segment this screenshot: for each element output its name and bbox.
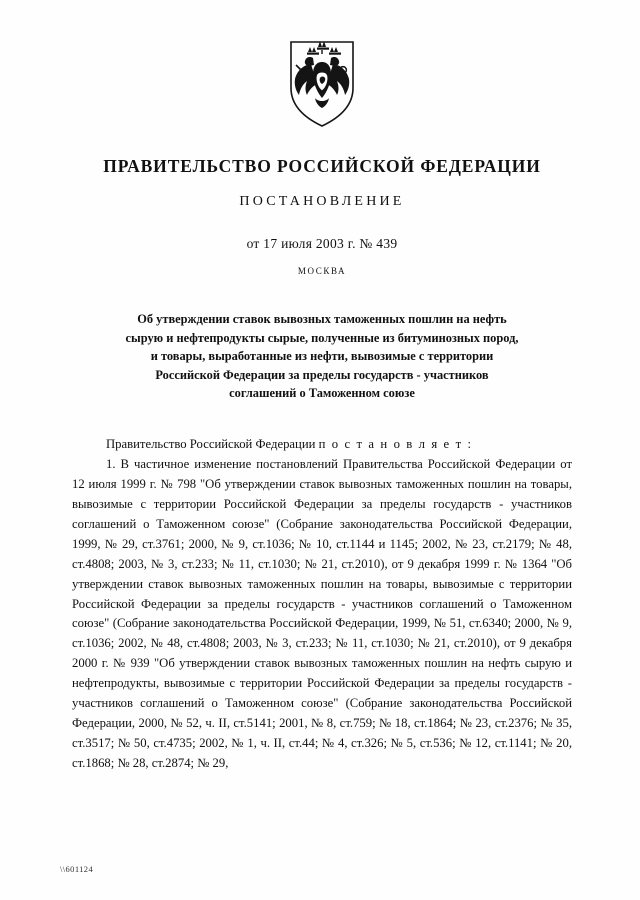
intro-prefix: Правительство Российской Федерации — [106, 437, 319, 452]
intro-verb: п о с т а н о в л я е т : — [318, 437, 473, 452]
footer-code: \\601124 — [60, 864, 94, 874]
document-body — [72, 435, 572, 774]
emblem-container — [72, 38, 572, 138]
document-subject — [72, 310, 572, 403]
document-number: от 17 июля 2003 г. № 439 — [246, 236, 398, 251]
government-title: ПРАВИТЕЛЬСТВО РОССИЙСКОЙ ФЕДЕРАЦИИ — [103, 156, 541, 176]
subject-line: Об утверждении ставок вывозных таможенных пошлин на нефть — [137, 312, 507, 326]
subject-line: соглашений о Таможенном союзе — [229, 386, 415, 401]
intro-paragraph — [72, 435, 572, 455]
russian-coat-of-arms-icon — [285, 38, 359, 130]
subject-line: сырую и нефтепродукты сырые, полученные из битуминозных пород, — [125, 330, 519, 345]
subject-line: Российской Федерации за пределы государств - участников — [155, 367, 489, 382]
document-type: ПОСТАНОВЛЕНИЕ — [239, 194, 405, 209]
subject-line: и товары, выработанные из нефти, вывозимые с территории — [150, 349, 494, 364]
city-label: МОСКВА — [297, 266, 347, 276]
document-content — [72, 38, 572, 774]
clause-1-paragraph: 1. В частичное изменение постановлений Правительства Российской Федерации от 12 июля 1999 г. № 798 "Об утверждении ставок вывозных таможенных пошлин на товары, вывозимые с территории Российской Федерации за пределы государств - участников соглашений о Таможенном союзе" (Собрание законодательства Российской Федерации, 1999, № 29, ст.3761; 2000, № 9, ст.1036; № 10, ст.1144 и 1145; 2002, № 23, ст.2179; № 48, ст.4808; 2003, № 3, ст.233; № 11, ст.1030; № 21, ст.2010), от 9 декабря 1999 г. № 1364 "Об утверждении ставок вывозных таможенных пошлин на товары, вывозимые с территории Российской Федерации за пределы государств - участников соглашений о Таможенном союзе" (Собрание законодательства Российской Федерации, 1999, № 51, ст.6340; 2000, № 9, ст.1036; 2002, № 48, ст.4808; 2003, № 3, ст.233; № 11, ст.1030; № 21, ст.2010), от 9 декабря 2000 г. № 939 "Об утверждении ставок вывозных таможенных пошлин на нефть сырую и нефтепродукты, вывозимые с территории Российской Федерации за пределы государств - участников соглашений о Таможенном союзе" (Собрание законодательства Российской Федерации, 2000, № 52, ч. II, ст.5141; 2001, № 8, ст.759; № 18, ст.1864; № 23, ст.2376; № 35, ст.3517; № 50, ст.4735; 2002, № 1, ч. II, ст.44; № 4, ст.326; № 5, ст.536; № 12, ст.1141; № 20, ст.1868; № 28, ст.2874; № 29, — [72, 456, 572, 771]
